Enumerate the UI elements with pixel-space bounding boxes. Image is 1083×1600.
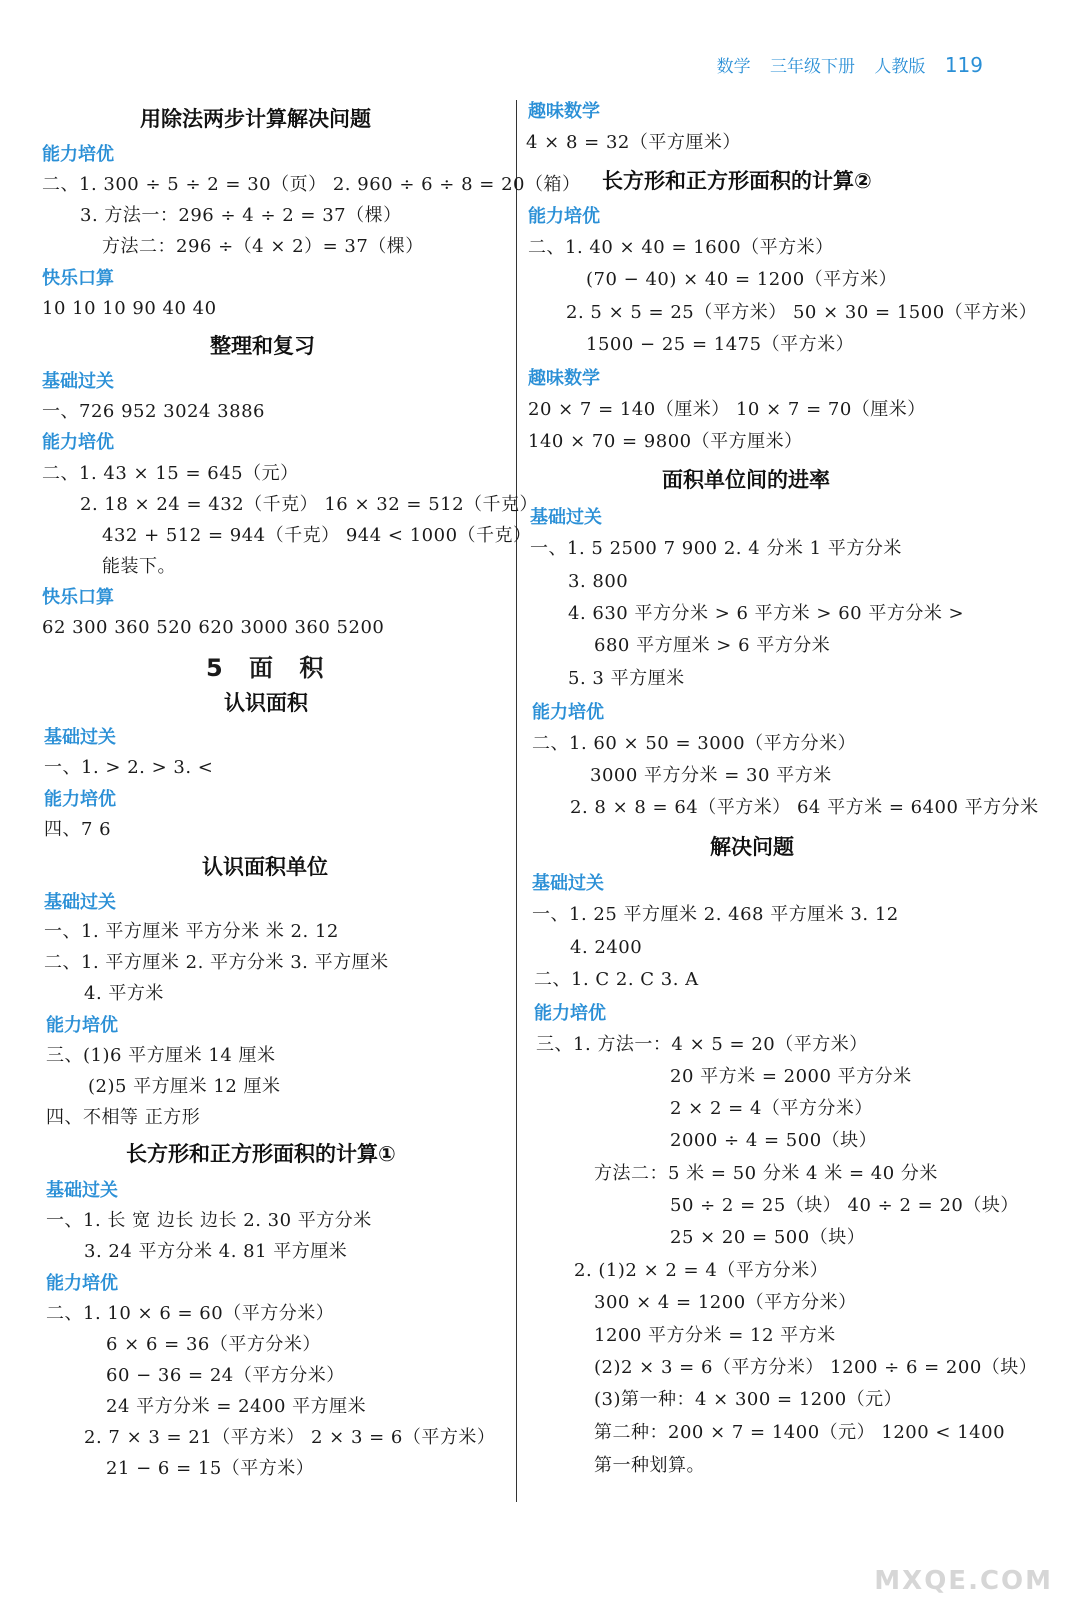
answer-line: 三、1. 方法一：4 × 5 = 20（平方米） <box>536 1034 868 1055</box>
answer-line: 四、7 6 <box>44 819 112 840</box>
answer-line: 3. 800 <box>568 571 629 592</box>
answer-line: 二、1. 300 ÷ 5 ÷ 2 = 30（页） 2. 960 ÷ 6 ÷ 8 = 20（箱） <box>42 174 581 195</box>
answer-line: 5. 3 平方厘米 <box>568 668 685 689</box>
section-label: 能力培优 <box>532 702 604 723</box>
header-grade: 三年级下册 <box>770 57 855 77</box>
section-label: 能力培优 <box>534 1003 606 1024</box>
section-label: 能力培优 <box>46 1273 118 1294</box>
section-label: 基础过关 <box>44 727 116 748</box>
section-label: 能力培优 <box>44 789 116 810</box>
section-label: 能力培优 <box>42 432 114 453</box>
answer-line: 60 − 36 = 24（平方分米） <box>106 1365 345 1386</box>
answer-line: 一、1. 长 宽 边长 边长 2. 30 平方分米 <box>46 1210 372 1231</box>
answer-line: 20 × 7 = 140（厘米） 10 × 7 = 70（厘米） <box>528 399 926 420</box>
answer-line: 能装下。 <box>102 556 176 577</box>
answer-line: 2. (1)2 × 2 = 4（平方分米） <box>574 1260 829 1281</box>
section-label: 基础过关 <box>532 873 604 894</box>
answer-line: 四、不相等 正方形 <box>46 1107 201 1128</box>
answer-line: 2. 5 × 5 = 25（平方米） 50 × 30 = 1500（平方米） <box>566 302 1038 323</box>
page-header <box>703 52 983 77</box>
answer-line: 2. 18 × 24 = 432（千克） 16 × 32 = 512（千克） <box>80 494 539 515</box>
section-title: 用除法两步计算解决问题 <box>140 107 371 131</box>
answer-line: 二、1. 43 × 15 = 645（元） <box>42 463 299 484</box>
answer-line: 2. 7 × 3 = 21（平方米） 2 × 3 = 6（平方米） <box>84 1427 496 1448</box>
answer-line: 140 × 70 = 9800（平方厘米） <box>528 431 803 452</box>
answer-line: 二、1. C 2. C 3. A <box>534 969 699 990</box>
section-title: 认识面积单位 <box>202 855 328 879</box>
page-number: 119 <box>944 53 983 77</box>
answer-line: (3)第一种：4 × 300 = 1200（元） <box>594 1389 903 1410</box>
section-label: 基础过关 <box>46 1180 118 1201</box>
answer-line: (2)5 平方厘米 12 厘米 <box>88 1076 281 1097</box>
answer-line: 4 × 8 = 32（平方厘米） <box>526 132 741 153</box>
section-title: 整理和复习 <box>210 334 315 358</box>
answer-line: 二、1. 60 × 50 = 3000（平方分米） <box>532 733 857 754</box>
answer-line: 一、1. 平方厘米 平方分米 米 2. 12 <box>44 921 339 942</box>
answer-line: 方法二：296 ÷（4 × 2）= 37（棵） <box>102 236 424 257</box>
section-title: 长方形和正方形面积的计算① <box>126 1142 396 1166</box>
answer-line: 4. 630 平方分米 > 6 平方米 > 60 平方分米 > <box>568 603 965 624</box>
answer-line: 4. 2400 <box>570 937 643 958</box>
answer-line: 三、(1)6 平方厘米 14 厘米 <box>46 1045 276 1066</box>
section-label: 能力培优 <box>42 144 114 165</box>
answer-line: 6 × 6 = 36（平方分米） <box>106 1334 321 1355</box>
answer-line: 1500 − 25 = 1475（平方米） <box>586 334 855 355</box>
answer-line: 二、1. 40 × 40 = 1600（平方米） <box>528 237 834 258</box>
answer-line: 62 300 360 520 620 3000 360 5200 <box>42 617 385 638</box>
section-label: 快乐口算 <box>42 268 114 289</box>
section-label: 基础过关 <box>42 371 114 392</box>
answer-line: 一、1. 5 2500 7 900 2. 4 分米 1 平方分米 <box>530 538 902 559</box>
answer-line: 一、726 952 3024 3886 <box>42 401 265 422</box>
answer-line: 方法二：5 米 = 50 分米 4 米 = 40 分米 <box>594 1163 938 1184</box>
answer-line: 680 平方厘米 > 6 平方分米 <box>594 635 831 656</box>
answer-line: (70 − 40) × 40 = 1200（平方米） <box>586 269 898 290</box>
section-title: 解决问题 <box>710 835 794 859</box>
answer-line: 21 − 6 = 15（平方米） <box>106 1458 315 1479</box>
answer-line: 一、1. > 2. > 3. < <box>44 757 214 778</box>
answer-line: 4. 平方米 <box>84 983 164 1004</box>
answer-line: 3. 24 平方分米 4. 81 平方厘米 <box>84 1241 348 1262</box>
section-label: 基础过关 <box>530 507 602 528</box>
answer-line: 25 × 20 = 500（块） <box>670 1227 866 1248</box>
section-title: 长方形和正方形面积的计算② <box>602 169 872 193</box>
chapter-title: 5 面 积 <box>206 654 324 682</box>
answer-line: 3000 平方分米 = 30 平方米 <box>590 765 832 786</box>
answer-line: (2)2 × 3 = 6（平方分米） 1200 ÷ 6 = 200（块） <box>594 1357 1038 1378</box>
answer-line: 二、1. 平方厘米 2. 平方分米 3. 平方厘米 <box>44 952 389 973</box>
column-divider <box>516 100 517 1502</box>
answer-line: 1200 平方分米 = 12 平方米 <box>594 1325 836 1346</box>
answer-line: 300 × 4 = 1200（平方分米） <box>594 1292 857 1313</box>
section-title: 面积单位间的进率 <box>662 468 830 492</box>
watermark: MXQE.COM <box>874 1566 1053 1596</box>
section-label: 能力培优 <box>46 1015 118 1036</box>
section-label: 趣味数学 <box>528 101 600 122</box>
answer-line: 第一种划算。 <box>594 1455 705 1476</box>
answer-line: 一、1. 25 平方厘米 2. 468 平方厘米 3. 12 <box>532 904 899 925</box>
answer-line: 432 + 512 = 944（千克） 944 < 1000（千克） <box>102 525 532 546</box>
section-label: 趣味数学 <box>528 368 600 389</box>
answer-line: 2. 8 × 8 = 64（平方米） 64 平方米 = 6400 平方分米 <box>570 797 1039 818</box>
answer-line: 二、1. 10 × 6 = 60（平方分米） <box>46 1303 335 1324</box>
section-label: 快乐口算 <box>42 587 114 608</box>
answer-line: 第二种：200 × 7 = 1400（元） 1200 < 1400 <box>594 1422 1006 1443</box>
answer-line: 2000 ÷ 4 = 500（块） <box>670 1130 878 1151</box>
header-subject: 数学 <box>716 57 751 77</box>
section-label: 基础过关 <box>44 892 116 913</box>
answer-line: 50 ÷ 2 = 25（块） 40 ÷ 2 = 20（块） <box>670 1195 1019 1216</box>
section-label: 能力培优 <box>528 206 600 227</box>
answer-line: 3. 方法一：296 ÷ 4 ÷ 2 = 37（棵） <box>80 205 402 226</box>
answer-line: 24 平方分米 = 2400 平方厘米 <box>106 1396 367 1417</box>
answer-line: 2 × 2 = 4（平方分米） <box>670 1098 873 1119</box>
section-title: 认识面积 <box>224 691 308 715</box>
header-edition: 人教版 <box>874 57 926 77</box>
answer-line: 20 平方米 = 2000 平方分米 <box>670 1066 912 1087</box>
answer-line: 10 10 10 90 40 40 <box>42 298 217 319</box>
